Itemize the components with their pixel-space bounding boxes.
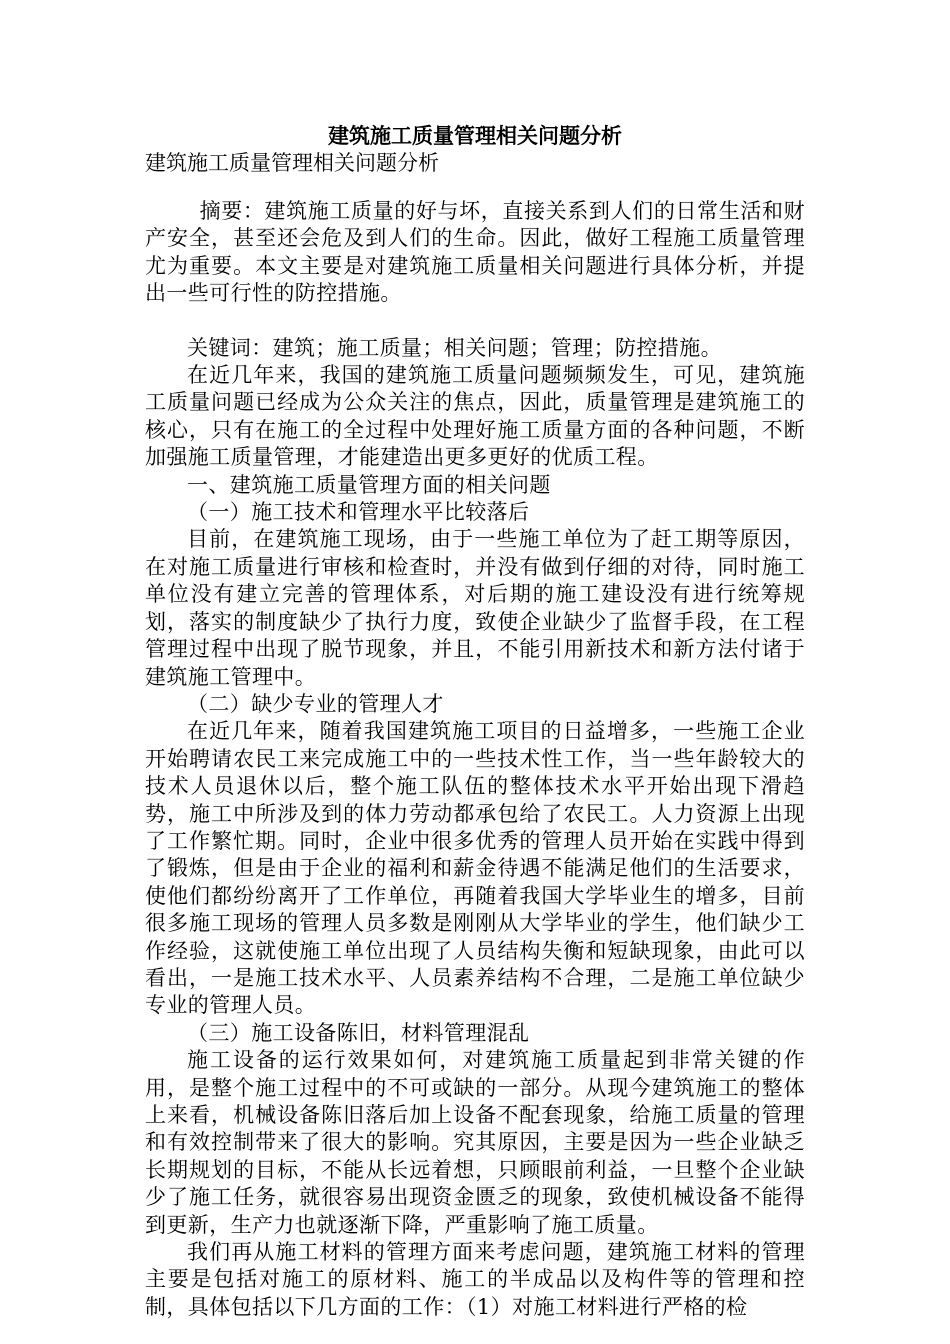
body-paragraph: 目前，在建筑施工现场，由于一些施工单位为了赶工期等原因，在对施工质量进行审核和检查时，并没有做到仔细的对待，同时施工单位没有建立完善的管理体系，对后期的施工建设没有进行统筹规划，落实的制度缺少了执行力度，致使企业缺少了监督手段，在工程管理过程中出现了脱节现象，并且，不能引用新技术和新方法付诸于建筑施工管理中。 xyxy=(145,527,805,689)
body-paragraph: 施工设备的运行效果如何，对建筑施工质量起到非常关键的作用，是整个施工过程中的不可或缺的一部分。从现今建筑施工的整体上来看，机械设备陈旧落后加上设备不配套现象，给施工质量的管理和有效控制带来了很大的影响。究其原因，主要是因为一些企业缺乏长期规划的目标，不能从长远着想，只顾眼前利益，一旦整个企业缺少了施工任务，就很容易出现资金匮乏的现象，致使机械设备不能得到更新，生产力也就逐渐下降，严重影响了施工质量。 xyxy=(145,1048,805,1237)
document-title: 建筑施工质量管理相关问题分析 xyxy=(328,123,622,148)
body-paragraph: 在近几年来，随着我国建筑施工项目的日益增多，一些施工企业开始聘请农民工来完成施工中的一些技术性工作，当一些年龄较大的技术人员退休以后，整个施工队伍的整体技术水平开始出现下滑趋势，施工中所涉及到的体力劳动都承包给了农民工。人力资源上出现了工作繁忙期。同时，企业中很多优秀的管理人员开始在实践中得到了锻炼，但是由于企业的福利和薪金待遇不能满足他们的生活要求，使他们都纷纷离开了工作单位，再随着我国大学毕业生的增多，目前很多施工现场的管理人员多数是刚刚从大学毕业的学生，他们缺少工作经验，这就使施工单位出现了人员结构失衡和短缺现象，由此可以看出，一是施工技术水平、人员素养结构不合理，二是施工单位缺少专业的管理人员。 xyxy=(145,719,805,1018)
document-subtitle: 建筑施工质量管理相关问题分析 xyxy=(145,151,439,175)
abstract-paragraph: 摘要：建筑施工质量的好与坏，直接关系到人们的日常生活和财产安全，甚至还会危及到人们的生命。因此，做好工程施工质量管理尤为重要。本文主要是对建筑施工质量相关问题进行具体分析，并提出一些可行性的防控措施。 xyxy=(145,199,805,306)
keywords-paragraph: 关键词：建筑；施工质量；相关问题；管理；防控措施。 xyxy=(187,335,722,360)
section-heading-1: 一、建筑施工质量管理方面的相关问题 xyxy=(187,472,551,497)
document-body xyxy=(145,198,805,1321)
body-paragraph: 我们再从施工材料的管理方面来考虑问题，建筑施工材料的管理主要是包括对施工的原材料、施工的半成品以及构件等的管理和控制，具体包括以下几方面的工作：（1）对施工材料进行严格的检 xyxy=(145,1240,805,1319)
body-paragraph: 在近几年来，我国的建筑施工质量问题频频发生，可见，建筑施工质量问题已经成为公众关注的焦点，因此，质量管理是建筑施工的核心，只有在施工的全过程中处理好施工质量方面的各种问题，不断加强施工质量管理，才能建造出更多更好的优质工程。 xyxy=(145,363,805,470)
subsection-heading-2: （二）缺少专业的管理人才 xyxy=(187,691,444,716)
subsection-heading-3: （三）施工设备陈旧，材料管理混乱 xyxy=(187,1020,530,1045)
subsection-heading-1: （一）施工技术和管理水平比较落后 xyxy=(187,500,530,525)
